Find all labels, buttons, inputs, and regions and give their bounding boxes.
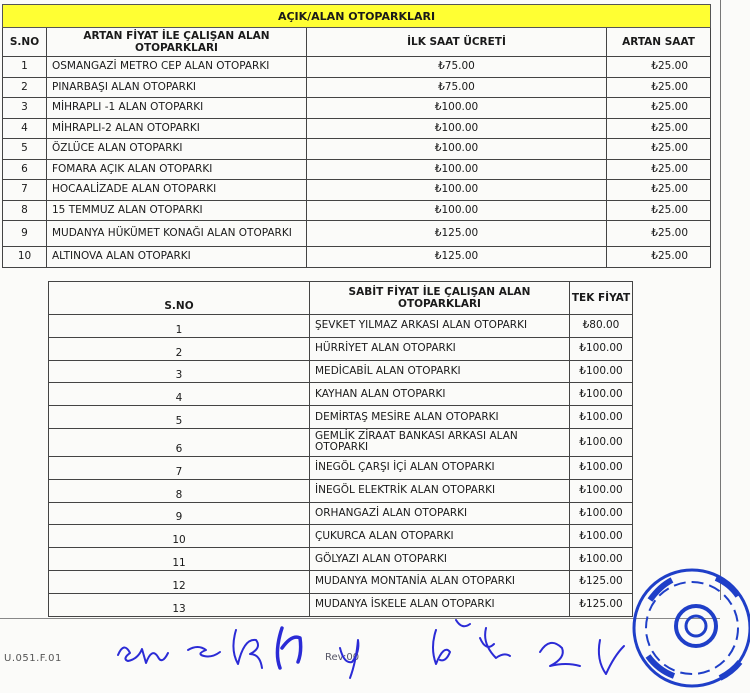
row-parking-name: OSMANGAZİ METRO CEP ALAN OTOPARKI [47, 57, 307, 78]
row-sno: 8 [3, 200, 47, 221]
row-parking-name: GÖLYAZI ALAN OTOPARKI [310, 548, 570, 571]
row-price: ₺100.00 [570, 383, 633, 406]
row-parking-name: HOCAALİZADE ALAN OTOPARKI [47, 180, 307, 201]
row-price: ₺100.00 [570, 456, 633, 479]
row-sno: 10 [3, 247, 47, 268]
row-sno: 3 [49, 360, 310, 383]
row-price: ₺80.00 [570, 315, 633, 338]
row-parking-name: MİHRAPLI -1 ALAN OTOPARKI [47, 98, 307, 119]
row-parking-name: ÖZLÜCE ALAN OTOPARKI [47, 139, 307, 160]
row-extra-hour-fee: ₺25.00 [607, 77, 711, 98]
row-extra-hour-fee: ₺25.00 [607, 139, 711, 160]
signature-2 [188, 647, 220, 657]
row-sno: 3 [3, 98, 47, 119]
row-extra-hour-fee: ₺25.00 [607, 200, 711, 221]
signature-5 [340, 640, 358, 678]
header-parking-name: SABİT FİYAT İLE ÇALIŞAN ALAN OTOPARKLARI [310, 282, 570, 315]
row-first-hour-fee: ₺75.00 [307, 57, 607, 78]
document-code: U.051.F.01 [4, 653, 62, 664]
row-parking-name: MUDANYA İSKELE ALAN OTOPARKI [310, 593, 570, 616]
table-title: AÇIK/ALAN OTOPARKLARI [3, 5, 711, 28]
row-sno: 1 [3, 57, 47, 78]
row-sno: 11 [49, 548, 310, 571]
signature-8 [540, 643, 580, 666]
row-parking-name: İNEGÖL ÇARŞI İÇİ ALAN OTOPARKI [310, 456, 570, 479]
signature-7 [480, 628, 510, 658]
row-first-hour-fee: ₺100.00 [307, 118, 607, 139]
row-parking-name: HÜRRİYET ALAN OTOPARKI [310, 337, 570, 360]
row-sno: 6 [49, 428, 310, 456]
row-extra-hour-fee: ₺25.00 [607, 118, 711, 139]
header-single-price: TEK FİYAT [570, 282, 633, 315]
row-extra-hour-fee: ₺25.00 [607, 180, 711, 201]
row-first-hour-fee: ₺125.00 [307, 221, 607, 247]
row-parking-name: 15 TEMMUZ ALAN OTOPARKI [47, 200, 307, 221]
row-parking-name: FOMARA AÇIK ALAN OTOPARKI [47, 159, 307, 180]
row-sno: 10 [49, 525, 310, 548]
row-first-hour-fee: ₺100.00 [307, 98, 607, 119]
row-parking-name: KAYHAN ALAN OTOPARKI [310, 383, 570, 406]
row-sno: 4 [49, 383, 310, 406]
row-parking-name: İNEGÖL ELEKTRİK ALAN OTOPARKI [310, 479, 570, 502]
row-parking-name: MUDANYA HÜKÜMET KONAĞI ALAN OTOPARKI [47, 221, 307, 247]
signature-4 [277, 628, 300, 668]
row-parking-name: ŞEVKET YILMAZ ARKASI ALAN OTOPARKI [310, 315, 570, 338]
header-parking-name: ARTAN FİYAT İLE ÇALIŞAN ALAN OTOPARKLARI [47, 28, 307, 57]
row-extra-hour-fee: ₺25.00 [607, 98, 711, 119]
row-sno: 2 [49, 337, 310, 360]
row-extra-hour-fee: ₺25.00 [607, 57, 711, 78]
row-sno: 12 [49, 570, 310, 593]
row-price: ₺100.00 [570, 479, 633, 502]
row-first-hour-fee: ₺100.00 [307, 200, 607, 221]
row-first-hour-fee: ₺125.00 [307, 247, 607, 268]
row-parking-name: MEDİCABİL ALAN OTOPARKI [310, 360, 570, 383]
row-parking-name: ALTINOVA ALAN OTOPARKI [47, 247, 307, 268]
row-sno: 4 [3, 118, 47, 139]
row-sno: 13 [49, 593, 310, 616]
row-parking-name: MUDANYA MONTANİA ALAN OTOPARKI [310, 570, 570, 593]
row-first-hour-fee: ₺100.00 [307, 159, 607, 180]
row-extra-hour-fee: ₺25.00 [607, 247, 711, 268]
row-price: ₺100.00 [570, 548, 633, 571]
header-extra-hour: ARTAN SAAT [607, 28, 711, 57]
row-price: ₺125.00 [570, 593, 633, 616]
row-sno: 1 [49, 315, 310, 338]
row-sno: 2 [3, 77, 47, 98]
row-extra-hour-fee: ₺25.00 [607, 159, 711, 180]
header-sno: S.NO [3, 28, 47, 57]
row-sno: 8 [49, 479, 310, 502]
row-price: ₺100.00 [570, 360, 633, 383]
row-sno: 6 [3, 159, 47, 180]
row-sno: 7 [3, 180, 47, 201]
header-sno: S.NO [49, 282, 310, 315]
row-parking-name: ORHANGAZİ ALAN OTOPARKI [310, 502, 570, 525]
row-sno: 7 [49, 456, 310, 479]
row-parking-name: ÇUKURCA ALAN OTOPARKI [310, 525, 570, 548]
signature-6 [433, 620, 470, 664]
signature-3 [233, 630, 262, 668]
header-first-hour-fee: İLK SAAT ÜCRETİ [307, 28, 607, 57]
official-seal-stamp [620, 560, 750, 693]
row-price: ₺125.00 [570, 570, 633, 593]
row-price: ₺100.00 [570, 502, 633, 525]
row-sno: 5 [3, 139, 47, 160]
row-extra-hour-fee: ₺25.00 [607, 221, 711, 247]
row-sno: 5 [49, 406, 310, 429]
row-parking-name: GEMLİK ZİRAAT BANKASI ARKASI ALAN OTOPARKI [310, 428, 570, 456]
row-parking-name: DEMİRTAŞ MESİRE ALAN OTOPARKI [310, 406, 570, 429]
row-price: ₺100.00 [570, 337, 633, 360]
row-price: ₺100.00 [570, 428, 633, 456]
row-price: ₺100.00 [570, 406, 633, 429]
row-parking-name: MİHRAPLI-2 ALAN OTOPARKI [47, 118, 307, 139]
row-first-hour-fee: ₺100.00 [307, 180, 607, 201]
row-parking-name: PINARBAŞI ALAN OTOPARKI [47, 77, 307, 98]
row-sno: 9 [49, 502, 310, 525]
row-price: ₺100.00 [570, 525, 633, 548]
revision-label: Rev:00 [325, 652, 360, 663]
row-first-hour-fee: ₺75.00 [307, 77, 607, 98]
row-sno: 9 [3, 221, 47, 247]
signature-1 [118, 647, 168, 663]
row-first-hour-fee: ₺100.00 [307, 139, 607, 160]
